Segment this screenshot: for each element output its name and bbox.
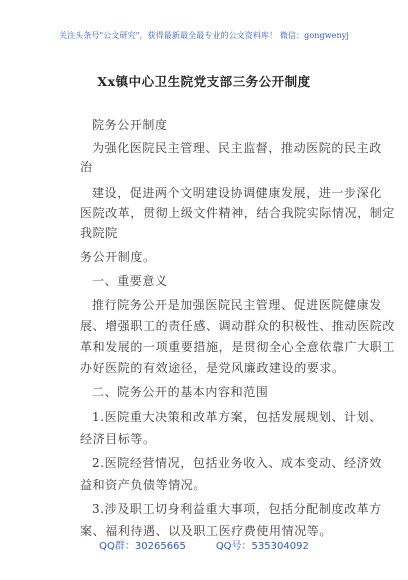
body-line: 2.医院经营情况，包括业务收入、成本变动、经济效: [92, 456, 382, 470]
body-line: 1.医院重大决策和改革方案，包括发展规划、计划、: [92, 410, 382, 424]
body-line: 我院院: [80, 226, 118, 240]
body-line: 3.涉及职工切身利益重大事项，包括分配制度改革方: [92, 502, 382, 516]
qq-number: QQ号：535304092: [215, 541, 309, 552]
body-line: 治: [80, 160, 93, 174]
body-line: 建设，促进两个文明建设协调健康发展，进一步深化: [92, 186, 382, 200]
body-line: 展、增强职工的责任感、调动群众的积极性、推动医院改: [80, 319, 396, 333]
body-line: 推行院务公开是加强医院民主管理、促进医院健康发: [92, 298, 382, 312]
body-line: 革和发展的一项重要措施，是贯彻全心全意依靠广大职工: [80, 340, 396, 354]
body-line: 医院改革，贯彻上级文件精神，结合我院实际情况，制定: [80, 206, 396, 220]
body-line: 为强化医院民主管理、民主监督，推动医院的民主政: [92, 141, 382, 155]
body-line: 院务公开制度: [92, 118, 168, 132]
body-line: 益和资产负债等情况。: [80, 478, 207, 492]
body-line: 务公开制度。: [80, 250, 156, 264]
document-title: Xx镇中心卫生院党支部三务公开制度: [97, 74, 311, 89]
promo-banner[interactable]: 关注头条号"公文研究"，获得最新最全最专业的公文资料库！ 微信：gongwenyj: [59, 31, 349, 40]
body-line: 案、福利待遇、以及职工医疗费使用情况等。: [80, 524, 333, 538]
section-heading: 二、院务公开的基本内容和范围: [92, 385, 269, 399]
body-line: 经济目标等。: [80, 432, 156, 446]
section-heading: 一、重要意义: [92, 274, 168, 288]
body-line: 办好医院的有效途径，是党风廉政建设的要求。: [80, 361, 345, 375]
contact-footer: [0, 537, 408, 552]
qq-group-number: QQ群：30265665: [99, 541, 186, 552]
